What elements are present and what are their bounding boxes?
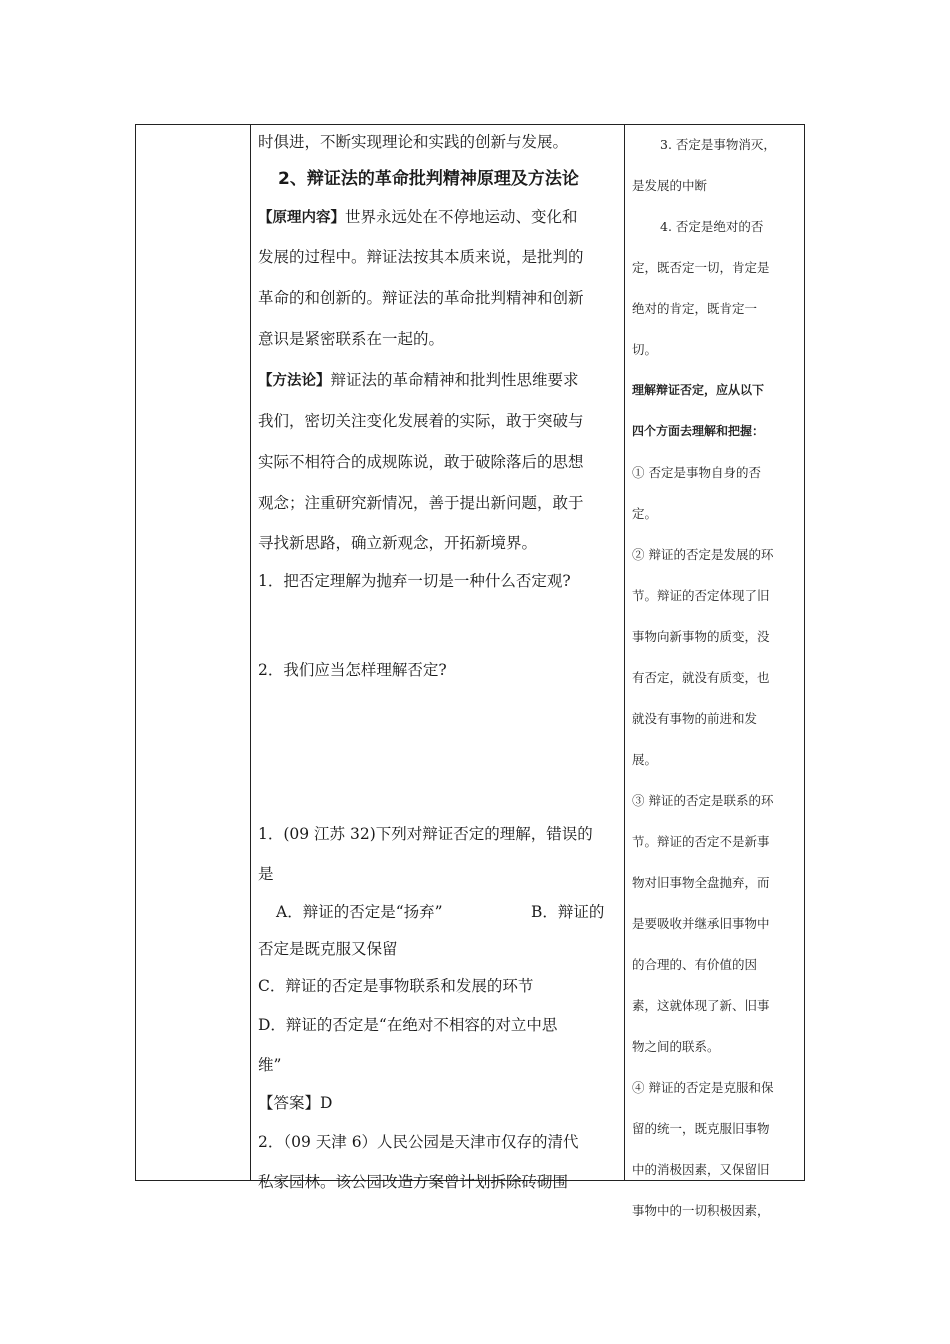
note-line: 留的统一，既克服旧事物 xyxy=(632,1121,770,1136)
notes-cell xyxy=(632,124,798,1231)
option-d-cont: 维” xyxy=(258,1056,282,1074)
principle-label: 【原理内容】 xyxy=(258,210,345,226)
method-line xyxy=(258,360,618,401)
method-label: 【方法论】 xyxy=(258,373,331,389)
note-line: 的合理的、有价值的因 xyxy=(632,957,758,972)
option-b: B．辩证的 xyxy=(531,903,605,921)
section-heading: 2、辩证法的革命批判精神原理及方法论 xyxy=(278,169,579,189)
option-b-cont: 否定是既克服又保留 xyxy=(258,940,398,958)
note-line: ① 否定是事物自身的否 xyxy=(632,465,761,480)
note-line: 是发展的中断 xyxy=(632,178,708,193)
note-line: ② 辩证的否定是发展的环 xyxy=(632,547,774,562)
exercise-1-stem: 1．(09 江苏 32)下列对辩证否定的理解，错误的 xyxy=(258,825,593,843)
note-line: 节。辩证的否定不是新事 xyxy=(632,834,770,849)
note-line: 是要吸收并继承旧事物中 xyxy=(632,916,770,931)
note-heading: 四个方面去理解和把握： xyxy=(632,424,765,438)
text-line: 发展的过程中。辩证法按其本质来说，是批判的 xyxy=(258,248,584,266)
note-line: 中的消极因素，又保留旧 xyxy=(632,1162,770,1177)
exercise-1-stem-end: 是 xyxy=(258,865,274,883)
answer-space xyxy=(258,600,618,652)
column-divider-right xyxy=(624,125,625,1180)
principle-line xyxy=(258,197,618,237)
note-line: 展。 xyxy=(632,752,658,767)
note-line: ④ 辩证的否定是克服和保 xyxy=(632,1080,774,1095)
note-line: 定。 xyxy=(632,506,658,521)
note-line: 3. 否定是事物消灭， xyxy=(660,137,776,152)
text-line: 革命的和创新的。辩证法的革命批判精神和创新 xyxy=(258,289,584,307)
options-ab xyxy=(258,894,618,931)
answer-space xyxy=(258,689,618,814)
note-line: 有否定，就没有质变，也 xyxy=(632,670,770,685)
note-line: 物之间的联系。 xyxy=(632,1039,720,1054)
note-line: 4. 否定是绝对的否 xyxy=(660,219,764,234)
text-line: 意识是紧密联系在一起的。 xyxy=(258,330,445,348)
text-line: 寻找新思路，确立新观念，开拓新境界。 xyxy=(258,534,538,552)
note-line: 事物中的一切积极因素， xyxy=(632,1203,770,1218)
note-line: 节。辩证的否定体现了旧 xyxy=(632,588,770,603)
text-line: 我们，密切关注变化发展着的实际，敢于突破与 xyxy=(258,412,584,430)
option-c: C．辩证的否定是事物联系和发展的环节 xyxy=(258,977,534,995)
exercise-2-stem: 2．（09 天津 6）人民公园是天津市仅存的清代 xyxy=(258,1133,579,1151)
question-1: 1．把否定理解为抛弃一切是一种什么否定观? xyxy=(258,572,571,590)
exercise-2-stem-cont: 私家园林。该公园改造方案曾计划拆除砖砌围 xyxy=(258,1173,569,1191)
note-line: 物对旧事物全盘抛弃，而 xyxy=(632,875,770,890)
method-text: 辩证法的革命精神和批判性思维要求 xyxy=(330,371,579,389)
note-line: 绝对的肯定，既肯定一 xyxy=(632,301,758,316)
text-line: 时俱进，不断实现理论和实践的创新与发展。 xyxy=(258,133,569,151)
note-heading: 理解辩证否定，应从以下 xyxy=(632,383,765,397)
question-2: 2．我们应当怎样理解否定? xyxy=(258,661,447,679)
option-a: A．辩证的否定是“扬弃” xyxy=(276,903,443,921)
note-line: 切。 xyxy=(632,342,658,357)
answer: 【答案】D xyxy=(258,1094,333,1112)
principle-text: 世界永远处在不停地运动、变化和 xyxy=(345,208,578,226)
note-line: ③ 辩证的否定是联系的环 xyxy=(632,793,774,808)
main-content-cell xyxy=(258,124,618,1202)
note-line: 素，这就体现了新、旧事 xyxy=(632,998,770,1013)
text-line: 实际不相符合的成规陈说，敢于破除落后的思想 xyxy=(258,453,584,471)
note-line: 就没有事物的前进和发 xyxy=(632,711,758,726)
note-line: 事物向新事物的质变，没 xyxy=(632,629,770,644)
text-line: 观念；注重研究新情况，善于提出新问题，敢于 xyxy=(258,494,584,512)
column-divider-left xyxy=(250,125,251,1180)
option-d: D．辩证的否定是“在绝对不相容的对立中思 xyxy=(258,1016,558,1034)
note-line: 定，既否定一切，肯定是 xyxy=(632,260,770,275)
